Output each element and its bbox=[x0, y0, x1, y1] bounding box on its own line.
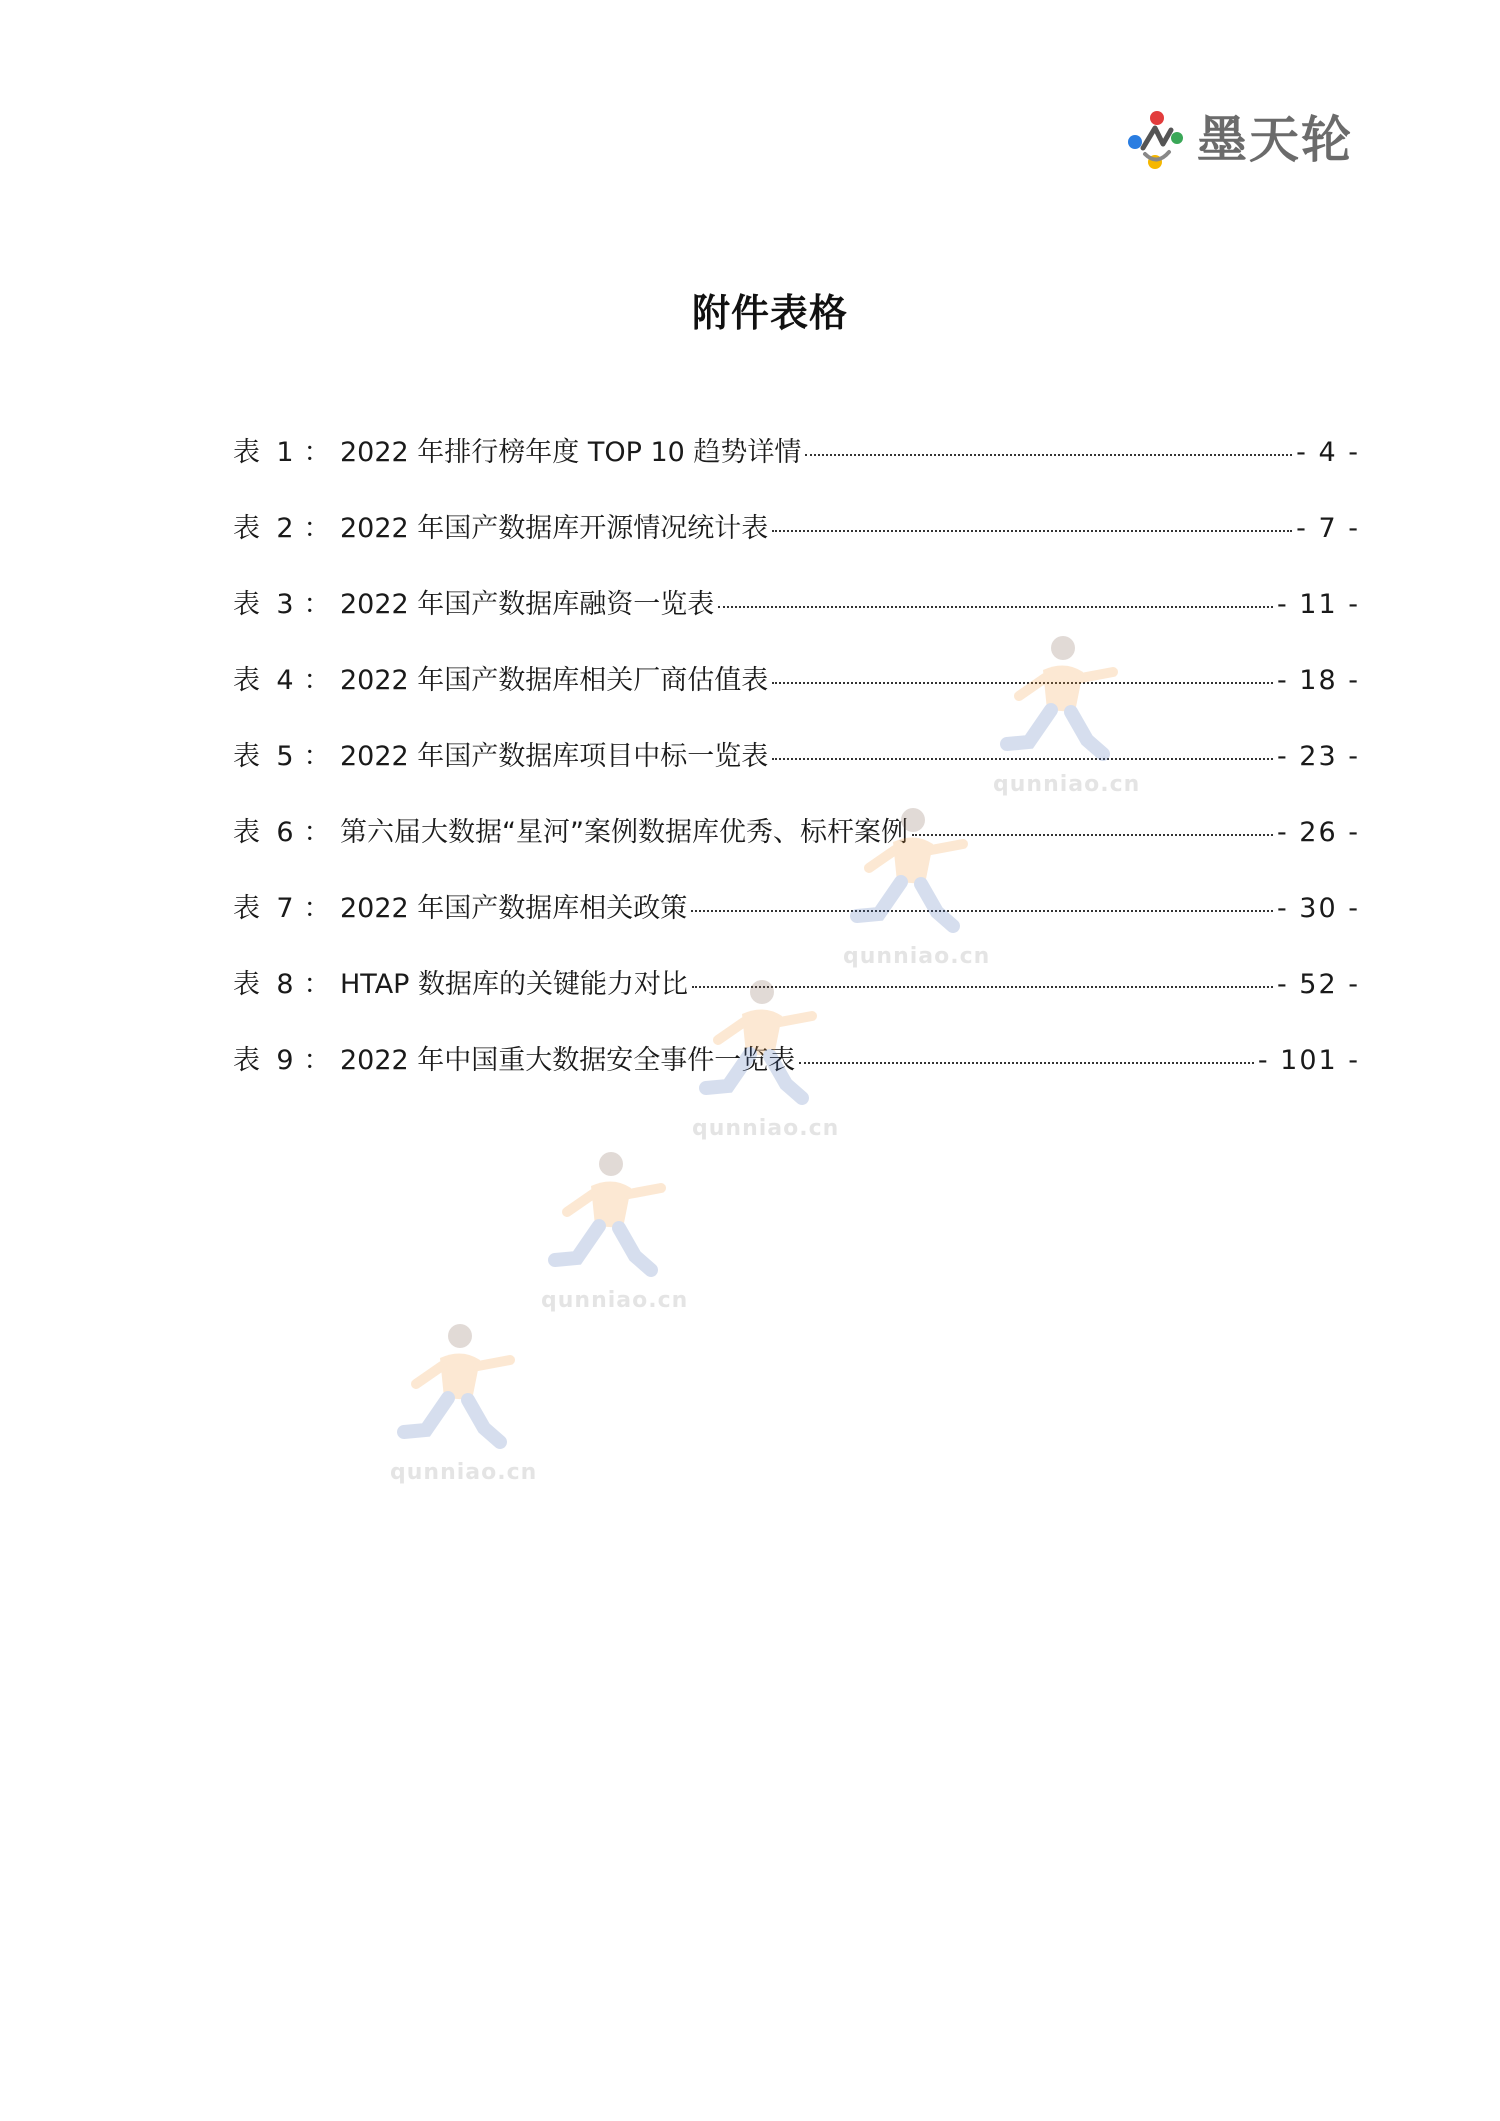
watermark bbox=[382, 1320, 538, 1490]
toc-entry-prefix: 表 9 ： bbox=[233, 1045, 331, 1076]
toc-entry[interactable] bbox=[233, 810, 1360, 886]
toc-entry-label: 第六届大数据“星河”案例数据库优秀、标杆案例 bbox=[340, 817, 908, 848]
toc-entry[interactable] bbox=[233, 582, 1360, 658]
toc-entry-page: - 30 - bbox=[1276, 893, 1360, 924]
toc-entry-prefix: 表 5 ： bbox=[233, 741, 331, 772]
toc-entry-label: 2022 年国产数据库融资一览表 bbox=[340, 589, 715, 620]
watermark bbox=[835, 804, 991, 974]
watermark-text: qunniao.cn bbox=[692, 1116, 840, 1141]
running-person-icon bbox=[835, 804, 985, 944]
toc-leader-dots bbox=[805, 454, 1292, 456]
toc-entry[interactable] bbox=[233, 506, 1360, 582]
toc-entry-prefix: 表 1 ： bbox=[233, 437, 331, 468]
toc-entry-prefix: 表 7 ： bbox=[233, 893, 331, 924]
watermark-text: qunniao.cn bbox=[541, 1288, 689, 1313]
watermark bbox=[985, 632, 1141, 802]
watermark-text: qunniao.cn bbox=[390, 1460, 538, 1485]
toc-entry-prefix: 表 3 ： bbox=[233, 589, 331, 620]
toc-entry-page: - 11 - bbox=[1276, 589, 1360, 620]
modb-logo-icon bbox=[1125, 108, 1189, 172]
running-person-icon bbox=[382, 1320, 532, 1460]
brand-logo bbox=[1125, 108, 1353, 172]
toc-entry-label: 2022 年国产数据库相关政策 bbox=[340, 893, 688, 924]
toc-entry-prefix: 表 6 ： bbox=[233, 817, 331, 848]
toc-leader-dots bbox=[799, 1062, 1254, 1064]
watermark-text: qunniao.cn bbox=[843, 944, 991, 969]
page-title: 附件表格 bbox=[691, 291, 848, 335]
toc-entry-page: - 101 - bbox=[1257, 1045, 1360, 1076]
toc-entry-page: - 23 - bbox=[1276, 741, 1360, 772]
logo-text: 墨天轮 bbox=[1197, 111, 1353, 169]
toc-entry-page: - 18 - bbox=[1276, 665, 1360, 696]
toc-entry[interactable] bbox=[233, 658, 1360, 734]
toc-entry-label: 2022 年国产数据库开源情况统计表 bbox=[340, 513, 769, 544]
running-person-icon bbox=[533, 1148, 683, 1288]
toc-entry-label: 2022 年国产数据库相关厂商估值表 bbox=[340, 665, 769, 696]
toc-leader-dots bbox=[772, 530, 1292, 532]
toc-entry-label: 2022 年国产数据库项目中标一览表 bbox=[340, 741, 769, 772]
toc-entry[interactable] bbox=[233, 734, 1360, 810]
toc-entry-page: - 52 - bbox=[1276, 969, 1360, 1000]
watermark bbox=[533, 1148, 689, 1318]
toc-entry-page: - 7 - bbox=[1296, 513, 1360, 544]
toc-entry-prefix: 表 2 ： bbox=[233, 513, 331, 544]
toc-entry-label: 2022 年中国重大数据安全事件一览表 bbox=[340, 1045, 796, 1076]
watermark-text: qunniao.cn bbox=[993, 772, 1141, 797]
toc-entry-page: - 4 - bbox=[1296, 437, 1360, 468]
toc-leader-dots bbox=[718, 606, 1273, 608]
toc-entry-label: HTAP 数据库的关键能力对比 bbox=[340, 969, 689, 1000]
running-person-icon bbox=[985, 632, 1135, 772]
toc-entry[interactable] bbox=[233, 430, 1360, 506]
watermark bbox=[684, 976, 840, 1146]
running-person-icon bbox=[684, 976, 834, 1116]
toc-entry-prefix: 表 8 ： bbox=[233, 969, 331, 1000]
toc-entry-label: 2022 年排行榜年度 TOP 10 趋势详情 bbox=[340, 437, 802, 468]
toc-entry[interactable] bbox=[233, 886, 1360, 962]
toc-entry-prefix: 表 4 ： bbox=[233, 665, 331, 696]
toc-entry-page: - 26 - bbox=[1276, 817, 1360, 848]
